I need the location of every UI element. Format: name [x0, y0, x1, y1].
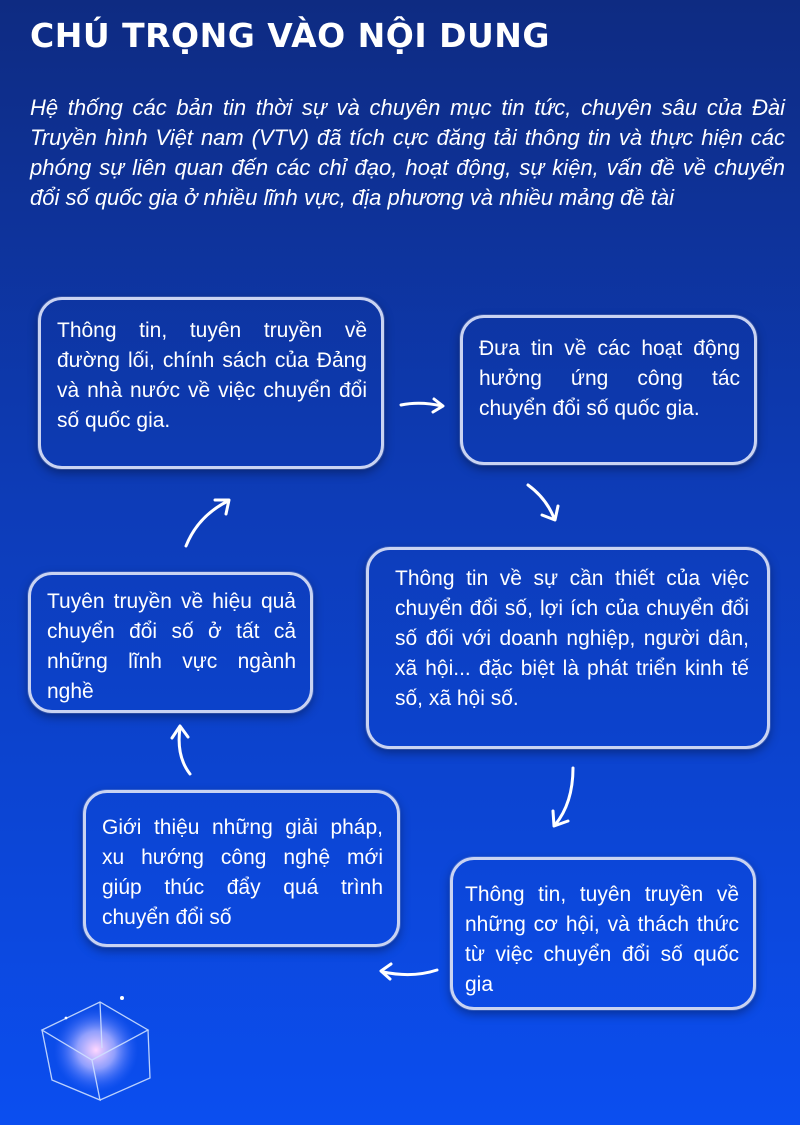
arrow-right-icon [398, 393, 448, 417]
arrow-up-right-icon [178, 494, 238, 552]
cycle-box-opportunities: Thông tin, tuyên truyền về những cơ hội, và thách thức từ việc chuyển đổi số quốc gia [450, 857, 756, 1010]
cycle-box-policy: Thông tin, tuyên truyền về đường lối, chính sách của Đảng và nhà nước về việc chuyển đổi số quốc gia. [38, 297, 384, 469]
arrow-up-icon [168, 722, 198, 778]
arrow-left-icon [375, 958, 441, 984]
page-title: CHÚ TRỌNG VÀO NỘI DUNG [30, 16, 551, 55]
cycle-box-effectiveness: Tuyên truyền về hiệu quả chuyển đổi số ở tất cả những lĩnh vực ngành nghề [28, 572, 313, 713]
cycle-box-solutions: Giới thiệu những giải pháp, xu hướng công nghệ mới giúp thúc đẩy quá trình chuyển đổi số [83, 790, 400, 947]
arrow-down-right-icon [522, 480, 562, 525]
glowing-cube-icon [30, 990, 160, 1105]
cycle-box-necessity: Thông tin về sự cần thiết của việc chuyển đổi số, lợi ích của chuyển đổi số đối với doanh nghiệp, người dân, xã hội... đặc biệt là phát triển kinh tế số, xã hội số. [366, 547, 770, 749]
arrow-down-icon [545, 765, 579, 833]
intro-paragraph: Hệ thống các bản tin thời sự và chuyên mục tin tức, chuyên sâu của Đài Truyền hình Việt nam (VTV) đã tích cực đăng tải thông tin và thực hiện các phóng sự liên quan đến các chỉ đạo, hoạt động, sự kiện, vấn đề về chuyển đổi số quốc gia ở nhiều lĩnh vực, địa phương và nhiều mảng đề tài [30, 95, 785, 210]
cycle-box-activities: Đưa tin về các hoạt động hưởng ứng công tác chuyển đổi số quốc gia. [460, 315, 757, 465]
